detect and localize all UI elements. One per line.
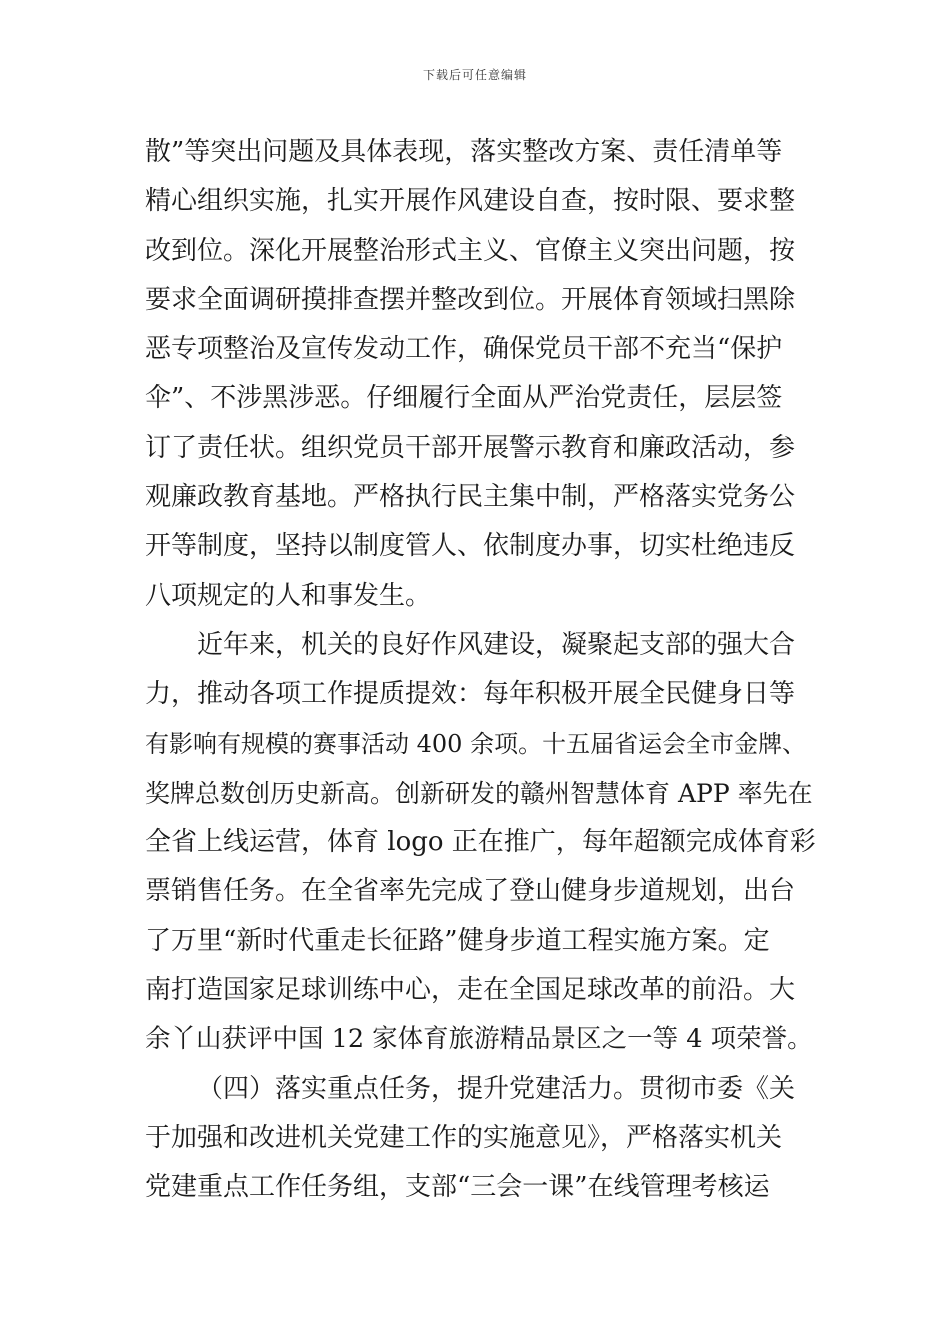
text-line: 订了责任状。组织党员干部开展警示教育和廉政活动，参 (145, 432, 796, 463)
text-line: 近年来，机关的良好作风建设，凝聚起支部的强大合 (197, 629, 796, 660)
text-line: 改到位。深化开展整治形式主义、官僚主义突出问题，按 (145, 235, 796, 266)
text-line: 党建重点工作任务组，支部“三会一课”在线管理考核运 (145, 1172, 770, 1203)
text-line: 伞”、不涉黑涉恶。仔细履行全面从严治党责任，层层签 (145, 383, 783, 414)
text-line: 八项规定的人和事发生。 (145, 580, 432, 611)
text-line: 了万里“新时代重走长征路”健身步道工程实施方案。定 (145, 925, 770, 956)
text-line: 于加强和改进机关党建工作的实施意见》，严格落实机关 (145, 1122, 783, 1153)
text-line: 散”等突出问题及具体表现，落实整改方案、责任清单等 (145, 137, 783, 167)
text-line: 余丫山获评中国 12 家体育旅游精品景区之一等 4 项荣誉。 (145, 1024, 813, 1055)
text-line: 奖牌总数创历史新高。创新研发的赣州智慧体育 APP 率先在 (145, 778, 813, 808)
text-line: 有影响有规模的赛事活动 400 余项。十五届省运会全市金牌、 (145, 729, 807, 758)
text-line: 开等制度，坚持以制度管人、依制度办事，切实杜绝违反 (145, 531, 796, 562)
text-line: 全省上线运营，体育 logo 正在推广，每年超额完成体育彩 (145, 827, 816, 858)
body-text (145, 128, 815, 1213)
text-line: 精心组织实施，扎实开展作风建设自查，按时限、要求整 (145, 186, 796, 217)
text-line: 要求全面调研摸排查摆并整改到位。开展体育领域扫黑除 (145, 284, 796, 315)
text-line: 南打造国家足球训练中心，走在全国足球改革的前沿。大 (145, 975, 796, 1006)
text-line: 力，推动各项工作提质提效：每年积极开展全民健身日等 (145, 679, 796, 710)
header-note: 下载后可任意编辑 (422, 68, 527, 82)
text-line: （四）落实重点任务，提升党建活力。贯彻市委《关 (197, 1073, 796, 1104)
text-line: 恶专项整治及宣传发动工作，确保党员干部不充当“保护 (145, 334, 783, 365)
text-line: 票销售任务。在全省率先完成了登山健身步道规划，出台 (145, 876, 796, 907)
text-line: 观廉政教育基地。严格执行民主集中制，严格落实党务公 (145, 482, 796, 513)
